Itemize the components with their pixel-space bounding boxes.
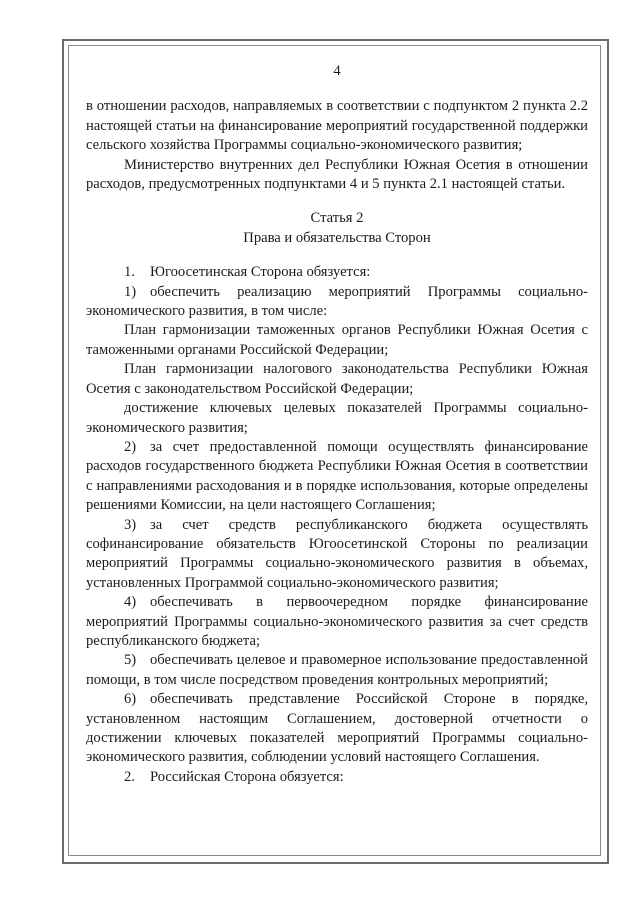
item-text: Югоосетинская Сторона обязуется: [150,264,371,281]
item-text: за счет средств республиканского бюджета осуществлять софинансирование обязательств Югоосетинской Стороны по реализации мероприятий Программы социально-экономического развития в объемах, установленных Программой социально-экономического развития; [86,516,588,591]
list-item [86,399,588,438]
article-subtitle: Права и обязательства Сторон [243,229,431,246]
item-text: План гармонизации налогового законодательства Республики Южная Осетия с законодательством Российской Федерации; [86,361,588,397]
item-text: обеспечивать целевое и правомерное использование предоставленной помощи, в том числе посредством проведения контрольных мероприятий; [86,652,588,688]
item-text: План гармонизации таможенных органов Республики Южная Осетия с таможенными органами Российской Федерации; [86,322,588,358]
article-title: Статья 2 [310,210,364,227]
list-item [86,690,588,768]
item-number: 5) [124,652,137,669]
list-item [86,263,588,282]
item-text: за счет предоставленной помощи осуществлять финансирование расходов государственного бюджета Республики Южная Осетия в соответствии с направлениями расходования и в порядке использования, которые определены решениями Комиссии, на цели настоящего Соглашения; [86,438,588,514]
item-number: 2. [124,768,135,785]
list-item [86,516,588,594]
paragraph-ministry: Министерство внутренних дел Республики Южная Осетия в отношении расходов, предусмотренных подпунктами 4 и 5 пункта 2.1 настоящей статьи. [86,156,588,193]
item-text: обеспечивать представление Российской Стороне в порядке, установленном настоящим Соглашением, достоверной отчетности о достижении ключевых показателей мероприятий Программы социально-экономического развития, соблюдении условий настоящего Соглашения. [86,691,588,766]
item-number: 1. [124,264,135,281]
item-text: Российская Сторона обязуется: [150,768,344,785]
item-text: обеспечивать в первоочередном порядке финансирование мероприятий Программы социально-экономического развития за счет средств республиканского бюджета; [86,594,588,649]
list-item [86,593,588,651]
list-item [86,321,588,360]
item-number: 3) [124,516,137,533]
list-item [86,283,588,322]
obligations-list [86,263,588,787]
paragraph-continuation: в отношении расходов, направляемых в соответствии с подпунктом 2 пункта 2.2 настоящей статьи на финансирование мероприятий государственной поддержки сельского хозяйства Программы социально-экономического развития; [86,98,588,154]
list-item [86,438,588,516]
document-body [86,56,588,787]
item-number: 2) [124,438,137,455]
list-item [86,360,588,399]
item-text: достижение ключевых целевых показателей Программы социально-экономического развития; [86,400,588,436]
item-number: 6) [124,691,137,708]
list-item [86,651,588,690]
item-text: обеспечить реализацию мероприятий Программы социально-экономического развития, в том числе: [86,283,588,320]
item-number: 4) [124,594,137,611]
item-number: 1) [124,283,137,300]
list-item [86,768,588,787]
page-number: 4 [333,63,341,79]
